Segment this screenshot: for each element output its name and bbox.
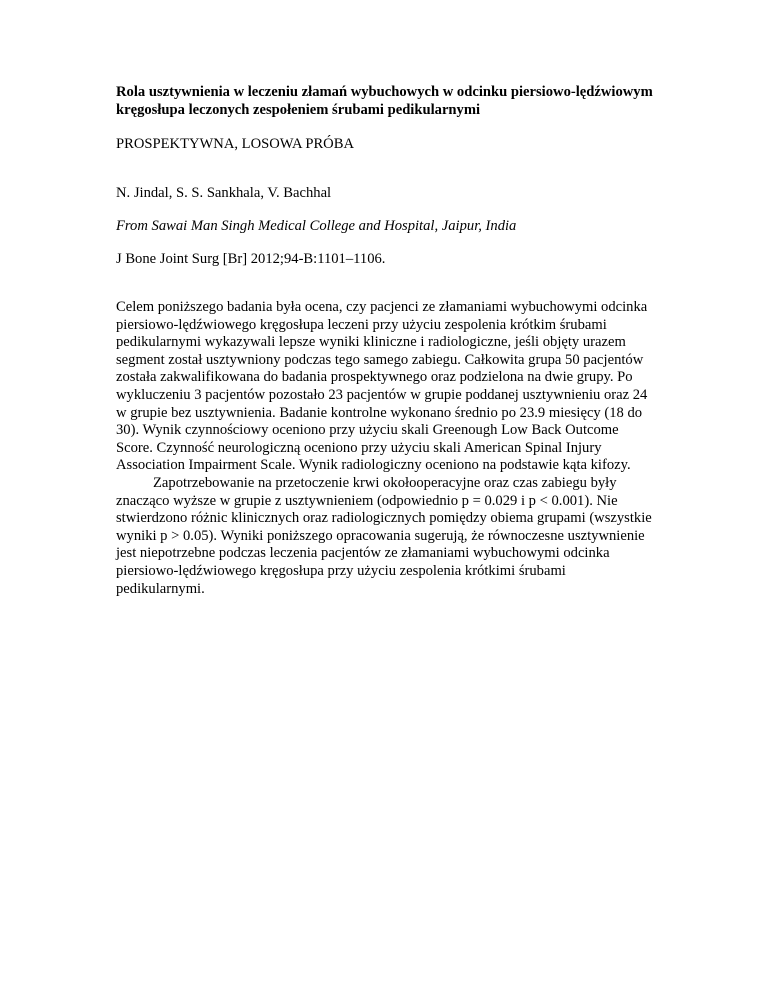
abstract-paragraph-2: Zapotrzebowanie na przetoczenie krwi okołooperacyjne oraz czas zabiegu były znacząco wyższe w grupie z usztywnieniem (odpowiednio p = 0.029 i p < 0.001). Nie stwierdzono różnic klinicznych oraz radiologicznych pomiędzy obiema grupami (wszystkie wyniki p > 0.05). Wyniki poniższego opracowania sugerują, że równoczesne usztywnienie jest niepotrzebne podczas leczenia pacjentów ze złamaniami wybuchowymi odcinka piersiowo-lędźwiowego kręgosłupa przy użyciu zespolenia krótkimi śrubami pedikularnymi. [116, 474, 652, 597]
article-subtitle: PROSPEKTYWNA, LOSOWA PRÓBA [116, 136, 354, 152]
article-affiliation: From Sawai Man Singh Medical College and Hospital, Jaipur, India [116, 218, 517, 234]
abstract-paragraph-1: Celem poniższego badania była ocena, czy pacjenci ze złamaniami wybuchowymi odcinka piersiowo-lędźwiowego kręgosłupa leczeni przy użyciu zespolenia krótkim śrubami pedikularnymi wykazywali lepsze wyniki kliniczne i radiologiczne, jeśli objęty urazem segment został usztywniony podczas tego samego zabiegu. Całkowita grupa 50 pacjentów została zakwalifikowana do badania prospektywnego oraz podzielona na dwie grupy. Po wykluczeniu 3 pacjentów pozostało 23 pacjentów w grupie poddanej usztywnieniu oraz 24 w grupie bez usztywnienia. Badanie kontrolne wykonano średnio po 23.9 miesięcy (18 do 30). Wynik czynnościowy oceniono przy użyciu skali Greenough Low Back Outcome Score. Czynność neurologiczną oceniono przy użyciu skali American Spinal Injury Association Impairment Scale. Wynik radiologiczny oceniono na podstawie kąta kifozy. [116, 299, 648, 474]
article-citation: J Bone Joint Surg [Br] 2012;94-B:1101–1106. [116, 251, 386, 267]
document-content [116, 83, 656, 597]
article-authors: N. Jindal, S. S. Sankhala, V. Bachhal [116, 185, 332, 201]
abstract [116, 299, 656, 598]
article-title: Rola usztywnienia w leczeniu złamań wybuchowych w odcinku piersiowo-lędźwiowym kręgosłupa leczonych zespołeniem śrubami pedikularnymi [116, 84, 653, 118]
